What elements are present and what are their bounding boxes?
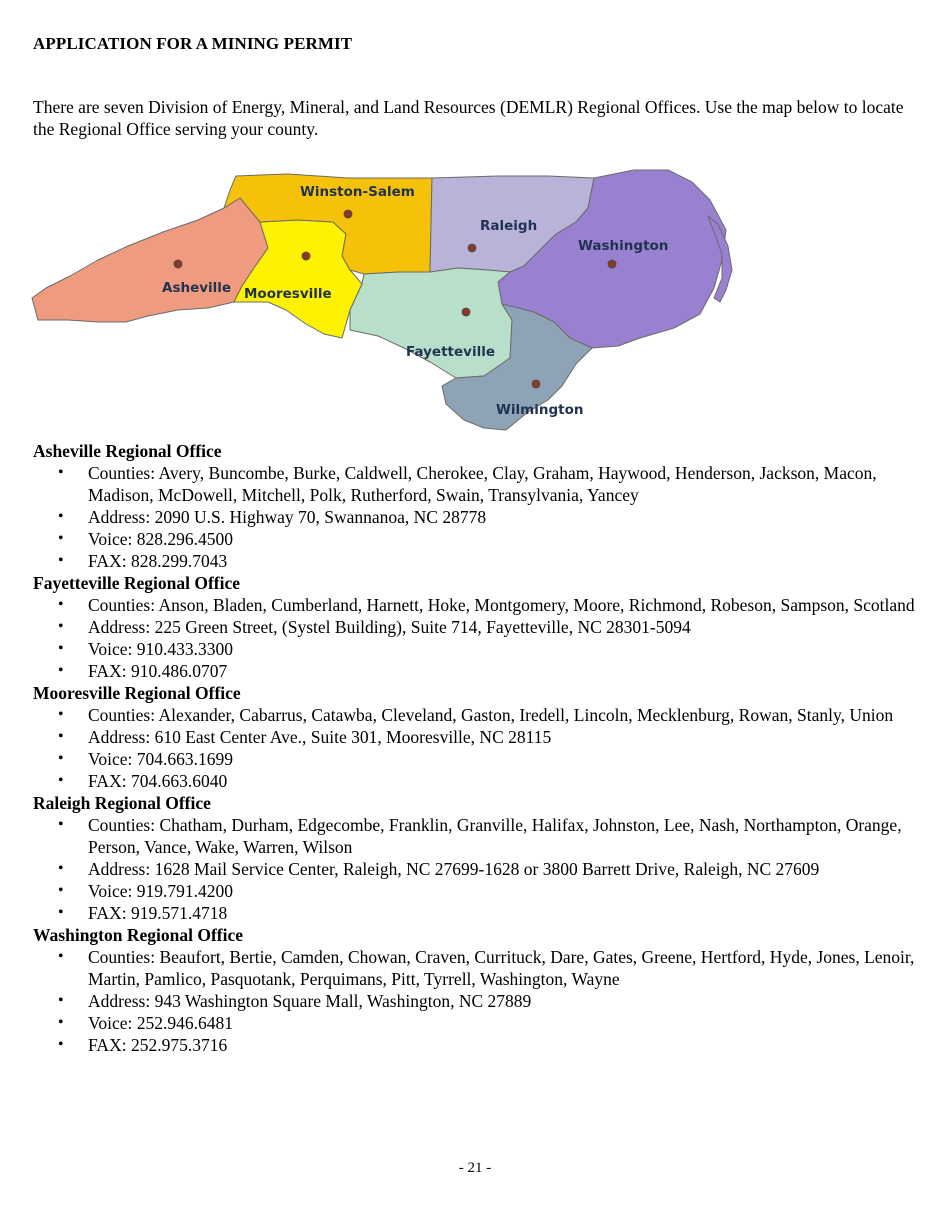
office-heading: Raleigh Regional Office (33, 793, 211, 813)
office-mooresville (33, 682, 923, 792)
label-mooresville: Mooresville (244, 286, 332, 302)
page-title: APPLICATION FOR A MINING PERMIT (33, 34, 353, 53)
label-fayetteville: Fayetteville (406, 344, 495, 360)
region-asheville (32, 198, 268, 322)
office-counties: • Counties: Alexander, Cabarrus, Catawba, Cleveland, Gaston, Iredell, Lincoln, Mecklenburg, Rowan, Stanly, Union (33, 704, 923, 726)
office-fax: • FAX: 704.663.6040 (33, 770, 923, 792)
office-voice: • Voice: 252.946.6481 (33, 1012, 923, 1034)
office-voice: • Voice: 828.296.4500 (33, 528, 923, 550)
office-counties: • Counties: Beaufort, Bertie, Camden, Chowan, Craven, Currituck, Dare, Gates, Greene, Hertford, Hyde, Jones, Lenoir, Martin, Pamlico, Pasquotank, Perquimans, Pitt, Tyrrell, Washington, Wayne (33, 946, 923, 990)
office-voice: • Voice: 910.433.3300 (33, 638, 923, 660)
office-address: • Address: 2090 U.S. Highway 70, Swannanoa, NC 28778 (33, 506, 923, 528)
pin-asheville (174, 260, 182, 268)
office-raleigh (33, 792, 923, 924)
office-address: • Address: 1628 Mail Service Center, Raleigh, NC 27699-1628 or 3800 Barrett Drive, Raleigh, NC 27609 (33, 858, 923, 880)
pin-winston-salem (344, 210, 352, 218)
office-counties: • Counties: Chatham, Durham, Edgecombe, Franklin, Granville, Halifax, Johnston, Lee, Nash, Northampton, Orange, Person, Vance, Wake, Warren, Wilson (33, 814, 923, 858)
label-washington: Washington (578, 238, 669, 254)
office-fax: • FAX: 828.299.7043 (33, 550, 923, 572)
pin-raleigh (468, 244, 476, 252)
office-heading: Mooresville Regional Office (33, 683, 241, 703)
pin-washington (608, 260, 616, 268)
office-address: • Address: 610 East Center Ave., Suite 301, Mooresville, NC 28115 (33, 726, 923, 748)
label-wilmington: Wilmington (496, 402, 584, 418)
office-fax: • FAX: 910.486.0707 (33, 660, 923, 682)
office-counties: • Counties: Anson, Bladen, Cumberland, Harnett, Hoke, Montgomery, Moore, Richmond, Robeson, Sampson, Scotland (33, 594, 923, 616)
region-fayetteville (350, 268, 512, 378)
regional-offices-list (33, 440, 923, 1056)
office-counties: • Counties: Avery, Buncombe, Burke, Caldwell, Cherokee, Clay, Graham, Haywood, Henderson, Jackson, Macon, Madison, McDowell, Mitchell, Polk, Rutherford, Swain, Transylvania, Yancey (33, 462, 923, 506)
office-voice: • Voice: 919.791.4200 (33, 880, 923, 902)
label-winston-salem: Winston-Salem (300, 184, 415, 200)
page-number: - 21 - (458, 1160, 492, 1176)
pin-wilmington (532, 380, 540, 388)
office-address: • Address: 943 Washington Square Mall, Washington, NC 27889 (33, 990, 923, 1012)
label-raleigh: Raleigh (480, 218, 538, 234)
regional-offices-map (28, 160, 738, 438)
label-asheville: Asheville (162, 280, 232, 296)
office-heading: Fayetteville Regional Office (33, 573, 241, 593)
office-fayetteville (33, 572, 923, 682)
office-voice: • Voice: 704.663.1699 (33, 748, 923, 770)
office-heading: Asheville Regional Office (33, 441, 222, 461)
office-address: • Address: 225 Green Street, (Systel Building), Suite 714, Fayetteville, NC 28301-5094 (33, 616, 923, 638)
office-washington (33, 924, 923, 1056)
office-fax: • FAX: 919.571.4718 (33, 902, 923, 924)
intro-paragraph: There are seven Division of Energy, Mineral, and Land Resources (DEMLR) Regional Offices. Use the map below to locate the Regional Office serving your county. (33, 97, 904, 139)
office-fax: • FAX: 252.975.3716 (33, 1034, 923, 1056)
pin-fayetteville (462, 308, 470, 316)
office-asheville (33, 440, 923, 572)
pin-mooresville (302, 252, 310, 260)
office-heading: Washington Regional Office (33, 925, 244, 945)
